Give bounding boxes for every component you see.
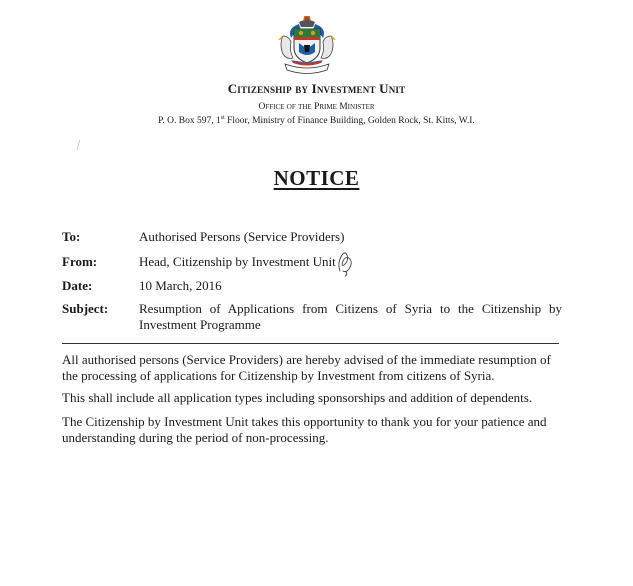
address-part: P. O. Box 597, 1 bbox=[158, 116, 221, 127]
memo-value: 10 March, 2016 bbox=[139, 278, 222, 293]
memo-row-to bbox=[62, 229, 344, 245]
section-divider bbox=[62, 343, 559, 344]
memo-value: Authorised Persons (Service Providers) bbox=[139, 229, 345, 244]
body-paragraph: All authorised persons (Service Providers) are hereby advised of the immediate resumption of the processing of applications for Citizenship by Investment from citizens of Syria. bbox=[62, 352, 551, 383]
body-paragraph: This shall include all application types including sponsorships and addition of dependents. bbox=[62, 390, 533, 405]
signature-icon bbox=[334, 249, 356, 277]
memo-label: Subject: bbox=[62, 301, 109, 316]
notice-title: NOTICE bbox=[273, 166, 360, 190]
coat-of-arms-icon bbox=[277, 14, 337, 80]
memo-label: To: bbox=[62, 229, 81, 244]
memo-value: Head, Citizenship by Investment Unit bbox=[139, 254, 336, 269]
memo-row-date bbox=[62, 278, 222, 294]
memo-value: Resumption of Applications from Citizens of Syria to the Citizenship by Investment Programme bbox=[139, 301, 562, 332]
address-line bbox=[0, 115, 633, 126]
memo-row-subject bbox=[62, 301, 562, 333]
address-superscript: st bbox=[220, 115, 225, 121]
memo-label: Date: bbox=[62, 278, 93, 293]
memo-label: From: bbox=[62, 254, 98, 269]
pen-mark bbox=[76, 139, 81, 151]
office-name: Office of the Prime Minister bbox=[258, 102, 375, 112]
organization-name: Citizenship by Investment Unit bbox=[227, 81, 406, 96]
body-paragraph: The Citizenship by Investment Unit takes this opportunity to thank you for your patience and understanding during the period of non-processing. bbox=[62, 414, 547, 445]
memo-row-from bbox=[62, 254, 336, 270]
address-part: Floor, Ministry of Finance Building, Golden Rock, St. Kitts, W.I. bbox=[224, 116, 475, 127]
